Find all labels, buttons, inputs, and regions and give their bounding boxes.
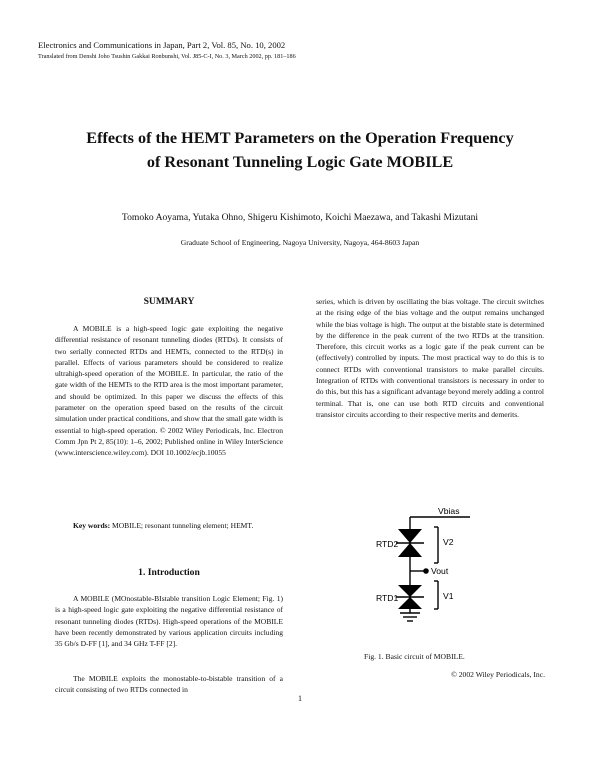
page-number: 1 bbox=[298, 694, 302, 703]
intro-text-2: The MOBILE exploits the monostable-to-bistable transition of a circuit consisting of two RTDs connected in bbox=[55, 674, 283, 695]
rtd2-label: RTD2 bbox=[376, 539, 399, 549]
summary-heading: SUMMARY bbox=[143, 296, 195, 307]
paper-title-line-2: of Resonant Tunneling Logic Gate MOBILE bbox=[146, 153, 454, 171]
vout-node bbox=[423, 568, 429, 574]
journal-citation: Electronics and Communications in Japan, Part 2, Vol. 85, No. 10, 2002 bbox=[38, 40, 286, 50]
paper-title-line-1: Effects of the HEMT Parameters on the Operation Frequency bbox=[86, 129, 514, 147]
vout-label: Vout bbox=[431, 566, 449, 576]
intro-paragraph-1 bbox=[55, 593, 283, 649]
affiliation: Graduate School of Engineering, Nagoya University, Nagoya, 464-8603 Japan bbox=[180, 238, 420, 247]
rtd1-label: RTD1 bbox=[376, 593, 399, 603]
rtd2-upper-triangle bbox=[398, 529, 422, 543]
rtd2-lower-triangle bbox=[398, 543, 422, 557]
intro-paragraph-2 bbox=[55, 673, 283, 696]
vbias-label: Vbias bbox=[438, 506, 460, 516]
intro-heading: 1. Introduction bbox=[138, 567, 200, 578]
keywords-paragraph bbox=[55, 520, 283, 531]
keywords-text: MOBILE; resonant tunneling element; HEMT. bbox=[110, 521, 254, 530]
rtd1-upper-triangle bbox=[398, 585, 422, 597]
intro-continued-paragraph: series, which is driven by oscillating the bias voltage. The circuit switches at the rising edge of the bias voltage and the output remains unchanged while the bias voltage is high. The output at the bistable state is determined by the difference in the peak current of the two RTDs at the transition. Therefore, this circuit works as a logic gate if the peak current can be (effectively) controlled by inputs. The most practical way to do this is to connect RTDs with conventional transistors to make parallel circuits. Integration of RTDs with conventional transistors is necessary in order to do this, but this has a significant advantage beyond merely adding a control terminal. That is, one can use both RTD circuits and conventional transistor circuits according to their respective merits and demerits. bbox=[316, 297, 544, 419]
author-list: Tomoko Aoyama, Yutaka Ohno, Shigeru Kishimoto, Koichi Maezawa, and Takashi Mizutani bbox=[121, 212, 479, 223]
summary-paragraph bbox=[55, 323, 283, 459]
summary-text: A MOBILE is a high-speed logic gate exploiting the negative differential resistance of resonant tunneling diodes (RTDs). It consists of two serially connected RTDs and HEMTs, connected to the RTD(s) in parallel. Effects of various parameters should be considered to realize ultrahigh-speed operation of the MOBILE. In particular, the ratio of the gate width of the HEMTs to the RTD area is the most important parameter, and should be optimized. In this paper we discuss the effects of this parameter on the operation speed based on the results of the circuit simulation under practical conditions, and show that the small gate width is essential to high-speed operation. © 2002 Wiley Periodicals, Inc. Electron Comm Jpn Pt 2, 85(10): 1–6, 2002; Published online in Wiley InterScience (www.interscience.wiley.com). DOI 10.1002/ecjb.10055 bbox=[55, 324, 283, 458]
translation-note: Translated from Denshi Joho Tsushin Gakkai Ronbunshi, Vol. J85-C-I, No. 3, March 2002, pp. 181–186 bbox=[38, 53, 296, 60]
mobile-circuit-diagram bbox=[330, 505, 520, 625]
figure-caption: Fig. 1. Basic circuit of MOBILE. bbox=[364, 652, 465, 661]
rtd1-lower-triangle bbox=[398, 597, 422, 609]
intro-text-1: A MOBILE (MOnostable-BIstable transition Logic Element; Fig. 1) is a high-speed logic gate exploiting the negative differential resistance of resonant tunneling diodes (RTDs). High-speed operations of the MOBILE have been recently demonstrated by various application circuits including 35 Gb/s D-FF [1], and 34 GHz T-FF [2]. bbox=[55, 594, 283, 649]
v2-label: V2 bbox=[443, 537, 454, 547]
copyright-notice: © 2002 Wiley Periodicals, Inc. bbox=[451, 670, 545, 679]
v1-label: V1 bbox=[443, 591, 454, 601]
keywords-label: Key words: bbox=[73, 521, 111, 530]
